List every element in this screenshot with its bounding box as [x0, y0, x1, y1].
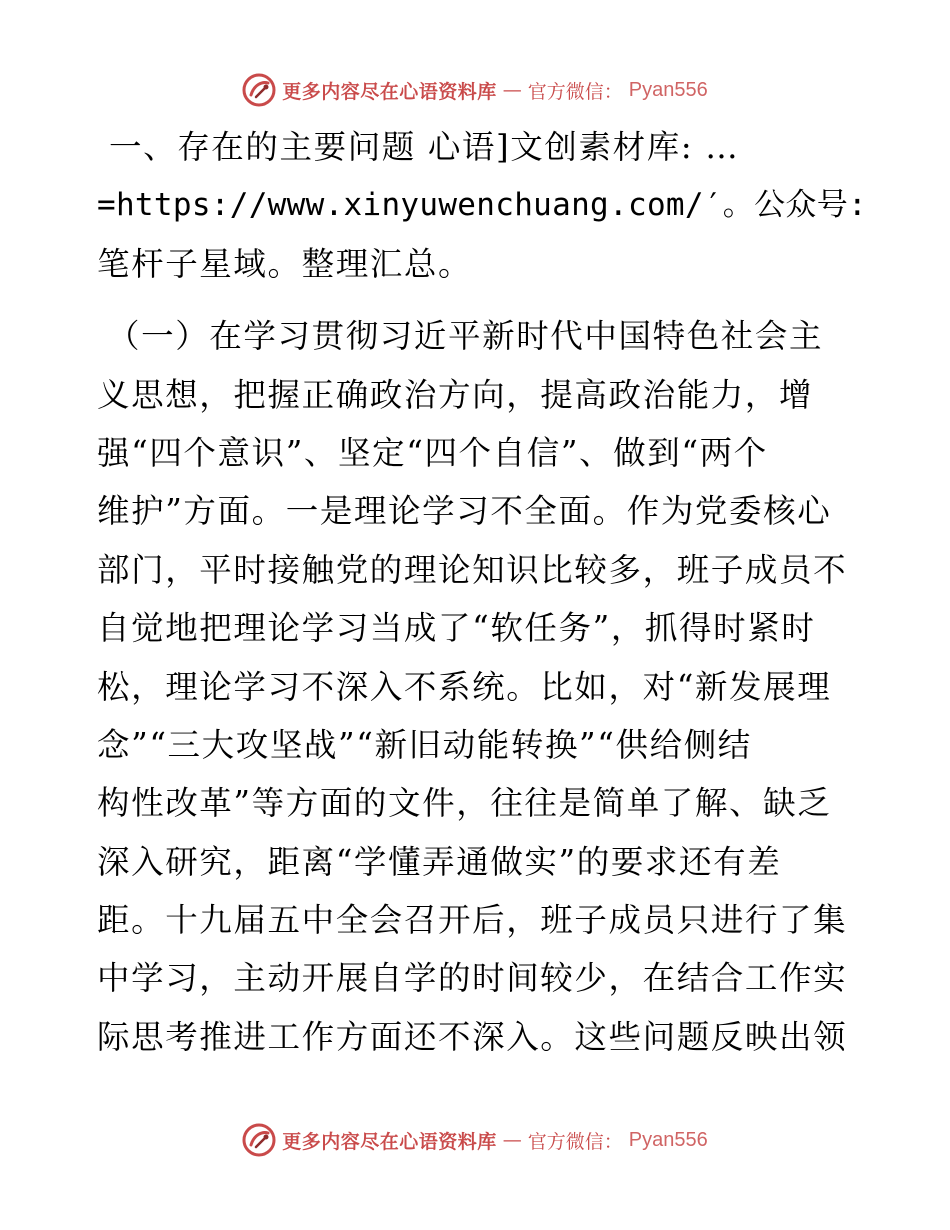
- paragraph-line: 义思想，把握正确政治方向，提高政治能力，增: [97, 375, 814, 414]
- banner-promo-text: 更多内容尽在心语资料库: [282, 1130, 497, 1153]
- paragraph-gap: [97, 293, 857, 307]
- paragraph-line: 距。十九届五中全会召开后，班子成员只进行了集: [97, 901, 848, 940]
- paragraph-line: 深入研究，距离“学懂弄通做实”的要求还有差: [97, 842, 782, 881]
- paragraph-line: 际思考推进工作方面还不深入。这些问题反映出领: [97, 1017, 848, 1056]
- paragraph-line: 强“四个意识”、坚定“四个自信”、做到“两个: [97, 433, 768, 472]
- paragraph-line: 自觉地把理论学习当成了“软任务”，抓得时紧时: [97, 609, 816, 648]
- paragraph-line: 松，理论学习不深入不系统。比如，对“新发展理: [97, 667, 832, 706]
- brand-logo-icon: [242, 1123, 276, 1157]
- header-banner-inner: [242, 73, 708, 107]
- document-body: [97, 118, 867, 1066]
- paragraph-line: 中学习，主动开展自学的时间较少，在结合工作实: [97, 959, 848, 998]
- heading-line-1: 一、存在的主要问题 心语]文创素材库: …: [109, 128, 740, 166]
- paragraph-line: 部门，平时接触党的理论知识比较多，班子成员不: [97, 550, 848, 589]
- brand-logo-icon: [242, 73, 276, 107]
- banner-wechat-label: 官方微信：: [527, 80, 623, 103]
- footer-banner-inner: [242, 1123, 708, 1157]
- banner-separator: —: [502, 79, 522, 101]
- paragraph-line: （一）在学习贯彻习近平新时代中国特色社会主: [107, 317, 824, 356]
- banner-wechat-label: 官方微信：: [527, 1130, 623, 1153]
- heading-line-2: =https://www.xinyuwenchuang.com/′。公众号:: [97, 187, 867, 224]
- heading-line-3: 笔杆子星域。整理汇总。: [97, 244, 473, 283]
- banner-wechat-id: Pyan556: [628, 78, 708, 101]
- header-banner: [0, 70, 950, 110]
- footer-banner: [0, 1120, 950, 1160]
- banner-wechat-id: Pyan556: [628, 1128, 708, 1151]
- paragraph-line: 念”“三大攻坚战”“新旧动能转换”“供给侧结: [97, 725, 752, 764]
- paragraph-line: 构性改革”等方面的文件，往往是简单了解、缺乏: [97, 784, 832, 823]
- banner-promo-text: 更多内容尽在心语资料库: [282, 80, 497, 103]
- paragraph-line: 维护”方面。一是理论学习不全面。作为党委核心: [97, 492, 832, 531]
- banner-separator: —: [502, 1129, 522, 1151]
